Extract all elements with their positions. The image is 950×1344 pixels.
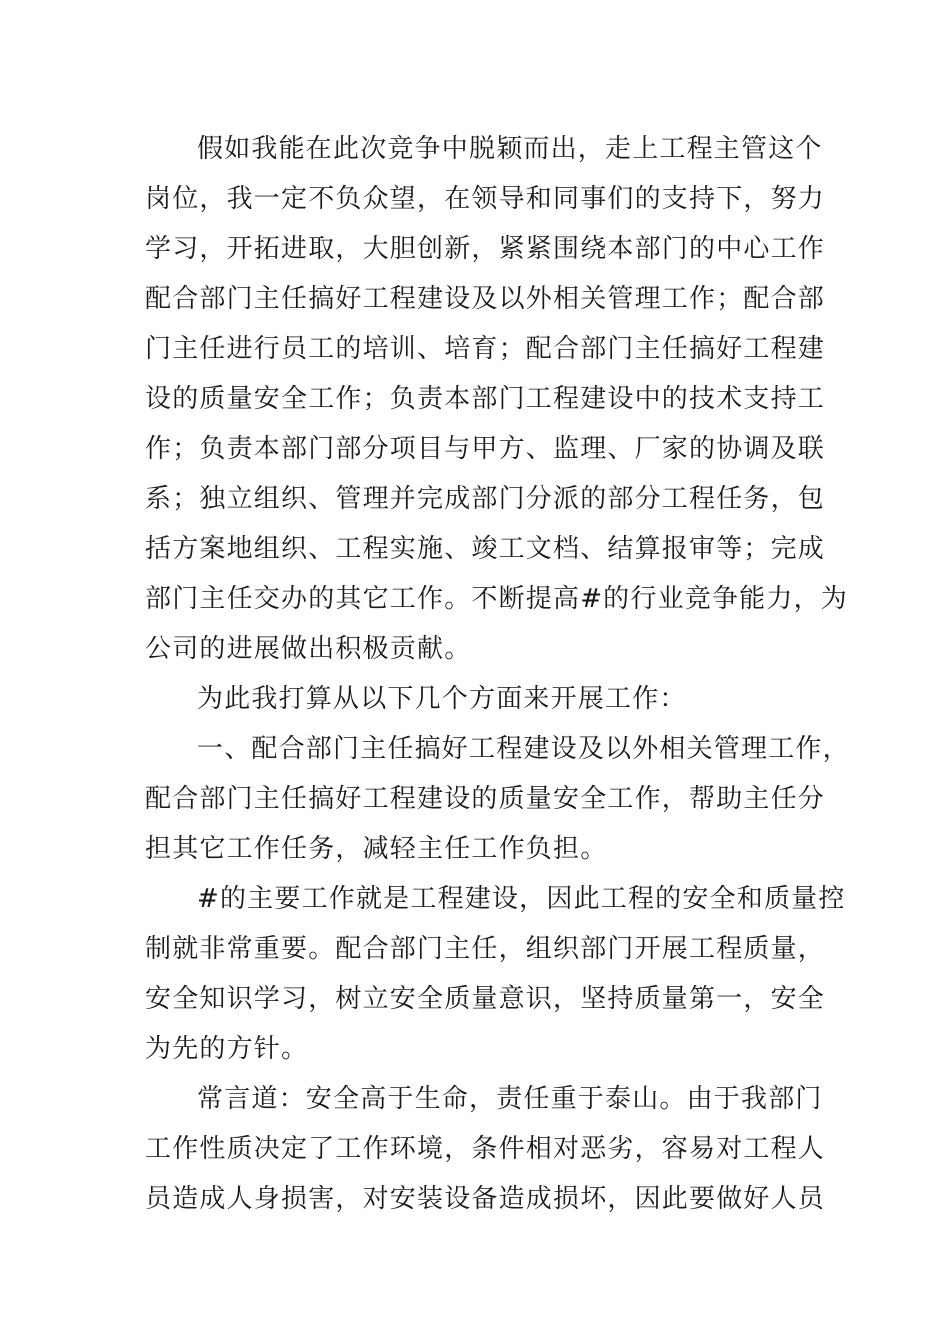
- paragraph-line: 一、配合部门主任搞好工程建设及以外相关管理工作，: [197, 734, 850, 764]
- paragraph-line: 岗位，我一定不负众望，在领导和同事们的支持下，努力: [145, 184, 826, 214]
- paragraph-line: 配合部门主任搞好工程建设及以外相关管理工作；配合部: [145, 284, 826, 314]
- paragraph-line: 部门主任交办的其它工作。不断提高#的行业竞争能力，为: [145, 584, 848, 614]
- paragraph-line: #的主要工作就是工程建设，因此工程的安全和质量控: [197, 884, 846, 914]
- paragraph-line: 工作性质决定了工作环境，条件相对恶劣，容易对工程人: [145, 1134, 826, 1164]
- paragraph-line: 括方案地组织、工程实施、竣工文档、结算报审等；完成: [145, 534, 826, 564]
- paragraph-line: 为先的方针。: [145, 1034, 309, 1064]
- paragraph-line: 制就非常重要。配合部门主任，组织部门开展工程质量，: [145, 934, 826, 964]
- paragraph-line: 安全知识学习，树立安全质量意识，坚持质量第一，安全: [145, 984, 826, 1014]
- paragraph-line: 配合部门主任搞好工程建设的质量安全工作，帮助主任分: [145, 784, 826, 814]
- paragraph-line: 公司的进展做出积极贡献。: [145, 634, 472, 664]
- paragraph-line: 假如我能在此次竞争中脱颖而出，走上工程主管这个: [197, 134, 823, 164]
- paragraph-line: 系；独立组织、管理并完成部门分派的部分工程任务，包: [145, 484, 826, 514]
- paragraph-line: 员造成人身损害，对安装设备造成损坏，因此要做好人员: [145, 1184, 826, 1214]
- paragraph-line: 为此我打算从以下几个方面来开展工作：: [197, 684, 687, 714]
- paragraph-line: 门主任进行员工的培训、培育；配合部门主任搞好工程建: [145, 334, 826, 364]
- paragraph-line: 作；负责本部门部分项目与甲方、监理、厂家的协调及联: [145, 434, 826, 464]
- paragraph-line: 设的质量安全工作；负责本部门工程建设中的技术支持工: [145, 384, 826, 414]
- paragraph-line: 学习，开拓进取，大胆创新，紧紧围绕本部门的中心工作: [145, 234, 826, 264]
- paragraph-line: 常言道：安全高于生命，责任重于泰山。由于我部门: [197, 1084, 823, 1114]
- paragraph-line: 担其它工作任务，减轻主任工作负担。: [145, 834, 608, 864]
